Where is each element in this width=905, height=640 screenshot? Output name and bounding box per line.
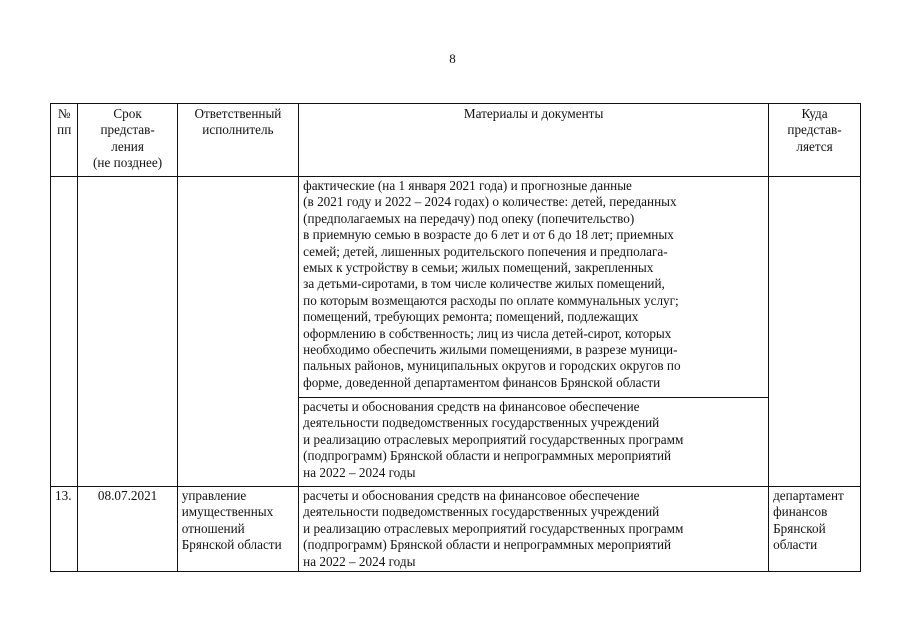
- cell-destination: [769, 177, 861, 487]
- cell-destination: департамент финансов Брянской области: [769, 487, 861, 572]
- cell-num: 13.: [51, 487, 78, 572]
- table-row: [51, 177, 861, 398]
- cell-executor: управление имущественных отношений Брянской области: [177, 487, 298, 572]
- header-executor: Ответственный исполнитель: [177, 104, 298, 177]
- cell-materials: расчеты и обоснования средств на финансовое обеспечение деятельности подведомственных государственных учреждений и реализацию отраслевых мероприятий государственных программ (подпрограмм) Брянской области и непрограммных мероприятий на 2022 – 2024 годы: [299, 487, 769, 572]
- cell-materials: расчеты и обоснования средств на финансовое обеспечение деятельности подведомственных государственных учреждений и реализацию отраслевых мероприятий государственных программ (подпрограмм) Брянской области и непрограммных мероприятий на 2022 – 2024 годы: [299, 398, 769, 487]
- cell-materials: фактические (на 1 января 2021 года) и прогнозные данные (в 2021 году и 2022 – 2024 годах) о количестве: детей, переданных (предполагаемых на передачу) под опеку (попечительство) в приемную семью в возрасте до 6 лет и от 6 до 18 лет; приемных семей; детей, лишенных родительского попечения и предполага- емых к устройству в семьи; жилых помещений, закрепленных за детьми-сиротами, в том числе количестве жилых помещений, по которым возмещаются расходы по оплате коммунальных услуг; помещений, требующих ремонта; помещений, подлежащих оформлению в собственность; лиц из числа детей-сирот, которых необходимо обеспечить жилыми помещениями, в разрезе муници- пальных районов, муниципальных округов и городских округов по форме, доведенной департаментом финансов Брянской области: [299, 177, 769, 398]
- table-header-row: [51, 104, 861, 177]
- documents-table: [50, 103, 861, 572]
- cell-term: [78, 177, 177, 487]
- cell-term: 08.07.2021: [78, 487, 177, 572]
- header-destination: Куда представ- ляется: [769, 104, 861, 177]
- header-materials: Материалы и документы: [299, 104, 769, 177]
- header-term: Срок представ- ления (не позднее): [78, 104, 177, 177]
- table-row: [51, 487, 861, 572]
- header-num: № пп: [51, 104, 78, 177]
- cell-executor: [177, 177, 298, 487]
- page-number: 8: [449, 51, 456, 66]
- cell-num: [51, 177, 78, 487]
